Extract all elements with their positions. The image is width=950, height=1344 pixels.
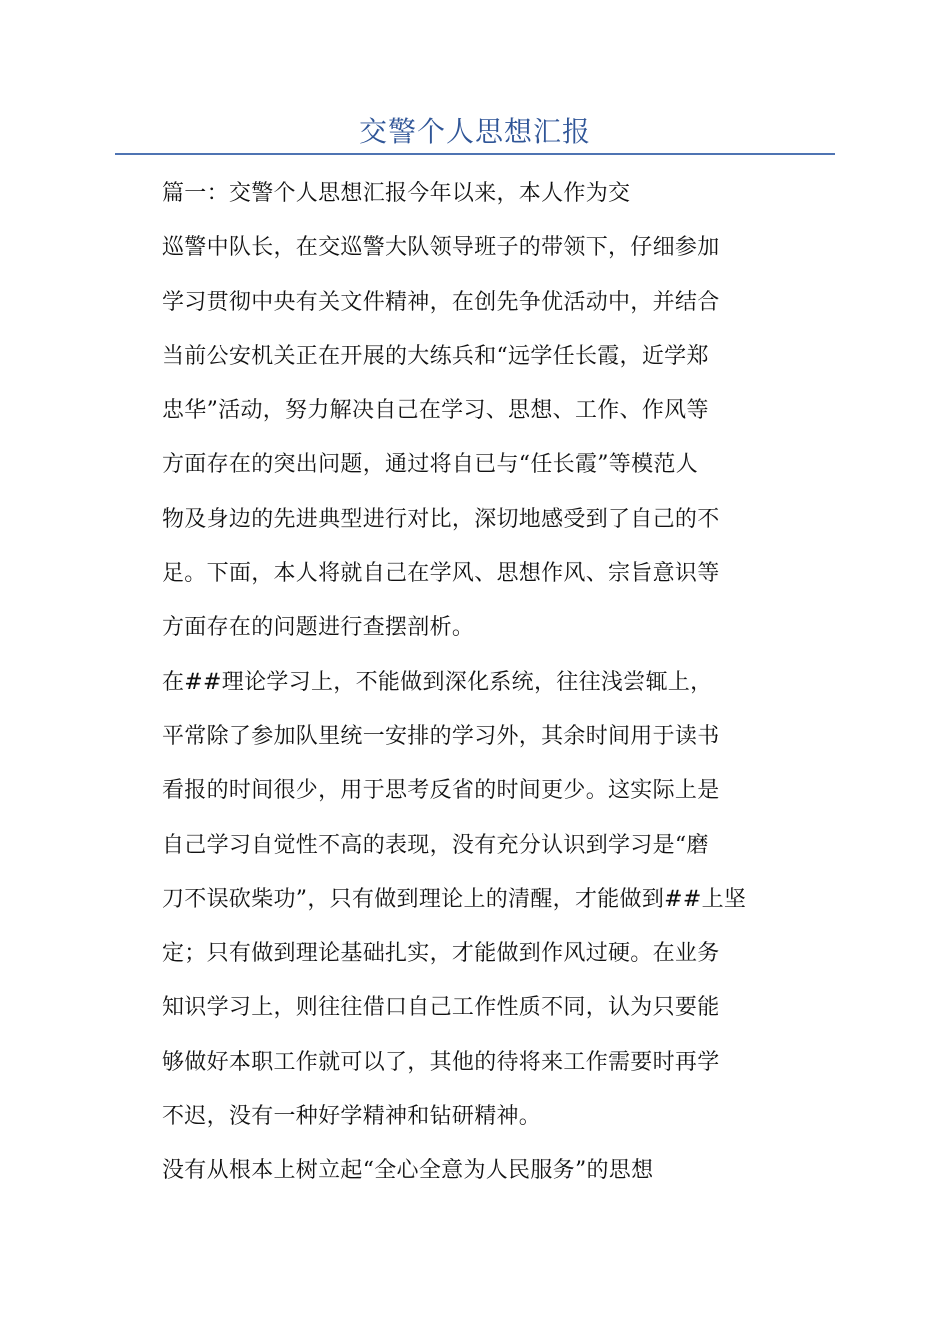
document-title: 交警个人思想汇报 xyxy=(358,115,591,148)
text-line: 自己学习自觉性不高的表现，没有充分认识到学习是“磨 xyxy=(162,832,709,858)
title-underline xyxy=(115,153,835,155)
text-line: 学习贯彻中央有关文件精神，在创先争优活动中，并结合 xyxy=(162,289,720,315)
text-line: 巡警中队长，在交巡警大队领导班子的带领下，仔细参加 xyxy=(162,235,720,261)
text-line: 物及身边的先进典型进行对比，深切地感受到了自己的不 xyxy=(162,506,720,532)
text-line: 篇一：交警个人思想汇报今年以来，本人作为交 xyxy=(162,181,631,206)
text-line: 忠华”活动，努力解决自己在学习、思想、工作、作风等 xyxy=(162,398,709,424)
text-line: 平常除了参加队里统一安排的学习外，其余时间用于读书 xyxy=(162,723,720,749)
text-line: 刀不误砍柴功”，只有做到理论上的清醒，才能做到##上坚 xyxy=(162,886,747,912)
text-line: 当前公安机关正在开展的大练兵和“远学任长霞，近学郑 xyxy=(162,343,709,369)
text-line: 知识学习上，则往往借口自己工作性质不同，认为只要能 xyxy=(162,995,720,1021)
text-line: 够做好本职工作就可以了，其他的待将来工作需要时再学 xyxy=(162,1049,720,1075)
text-line: 方面存在的问题进行查摆剖析。 xyxy=(162,615,475,641)
text-line: 没有从根本上树立起“全心全意为人民服务”的思想 xyxy=(162,1158,654,1184)
document-body xyxy=(162,172,782,1204)
text-line: 定；只有做到理论基础扎实，才能做到作风过硬。在业务 xyxy=(162,941,720,967)
text-line: 在##理论学习上，不能做到深化系统，往往浅尝辄上， xyxy=(162,669,713,695)
text-line: 足。下面，本人将就自己在学风、思想作风、宗旨意识等 xyxy=(162,561,720,587)
text-line: 不迟，没有一种好学精神和钻研精神。 xyxy=(162,1104,542,1130)
text-line: 看报的时间很少，用于思考反省的时间更少。这实际上是 xyxy=(162,778,720,804)
text-line: 方面存在的突出问题，通过将自已与“任长霞”等模范人 xyxy=(162,452,698,478)
